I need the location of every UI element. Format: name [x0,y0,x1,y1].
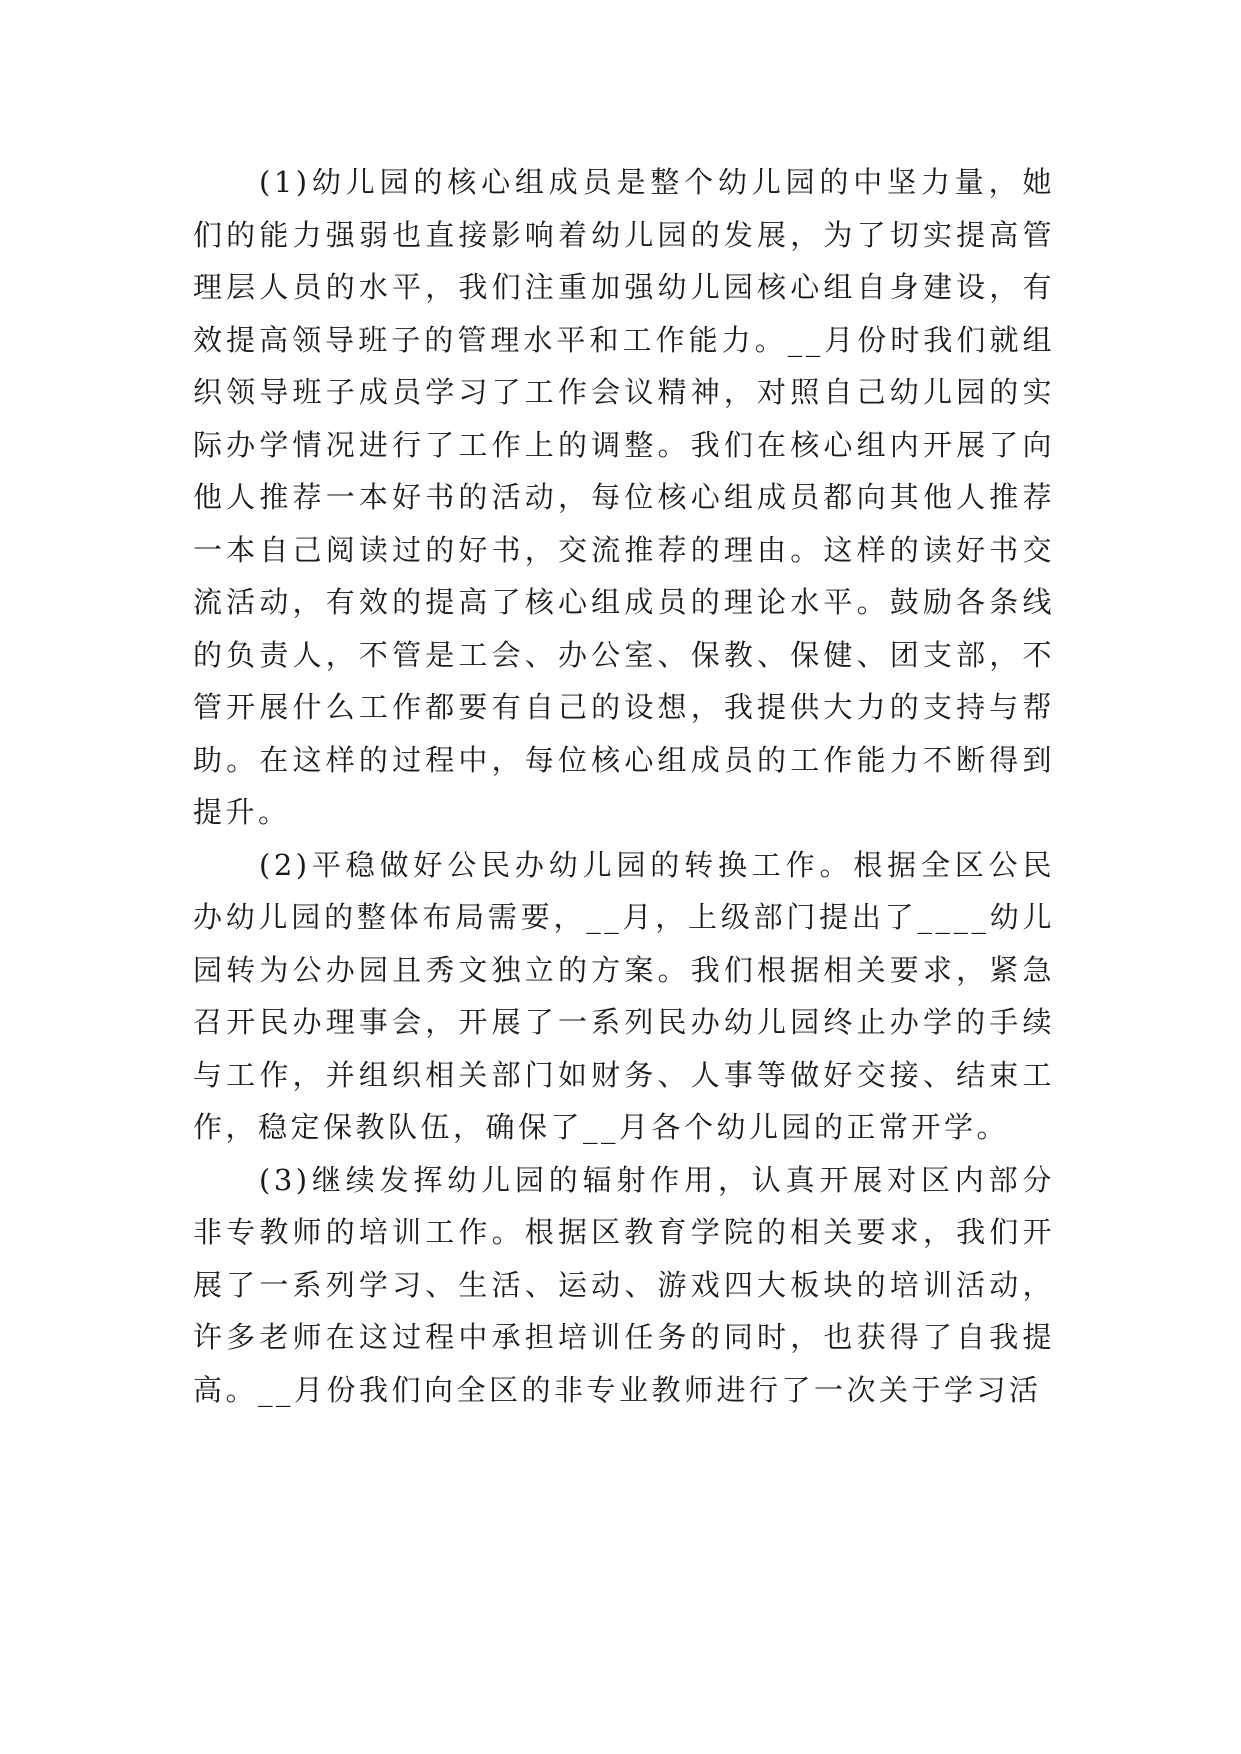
paragraph-2: (2)平稳做好公民办幼儿园的转换工作。根据全区公民办幼儿园的整体布局需要，__月，上级部门提出了____幼儿园转为公办园且秀文独立的方案。我们根据相关要求，紧急召开民办理事会，开展了一系列民办幼儿园终止办学的手续与工作，并组织相关部门如财务、人事等做好交接、结束工作，稳定保教队伍，确保了__月各个幼儿园的正常开学。 [193,847,1055,1144]
paragraph-3: (3)继续发挥幼儿园的辐射作用，认真开展对区内部分非专教师的培训工作。根据区教育学院的相关要求，我们开展了一系列学习、生活、运动、游戏四大板块的培训活动，许多老师在这过程中承担培训任务的同时，也获得了自我提高。__月份我们向全区的非专业教师进行了一次关于学习活 [193,1162,1055,1407]
paragraph-1: (1)幼儿园的核心组成员是整个幼儿园的中坚力量，她们的能力强弱也直接影响着幼儿园的发展，为了切实提高管理层人员的水平，我们注重加强幼儿园核心组自身建设，有效提高领导班子的管理水平和工作能力。__月份时我们就组织领导班子成员学习了工作会议精神，对照自己幼儿园的实际办学情况进行了工作上的调整。我们在核心组内开展了向他人推荐一本好书的活动，每位核心组成员都向其他人推荐一本自己阅读过的好书，交流推荐的理由。这样的读好书交流活动，有效的提高了核心组成员的理论水平。鼓励各条线的负责人，不管是工会、办公室、保教、保健、团支部，不管开展什么工作都要有自己的设想，我提供大力的支持与帮助。在这样的过程中，每位核心组成员的工作能力不断得到提升。 [193,165,1055,829]
document-body [193,156,1055,1416]
